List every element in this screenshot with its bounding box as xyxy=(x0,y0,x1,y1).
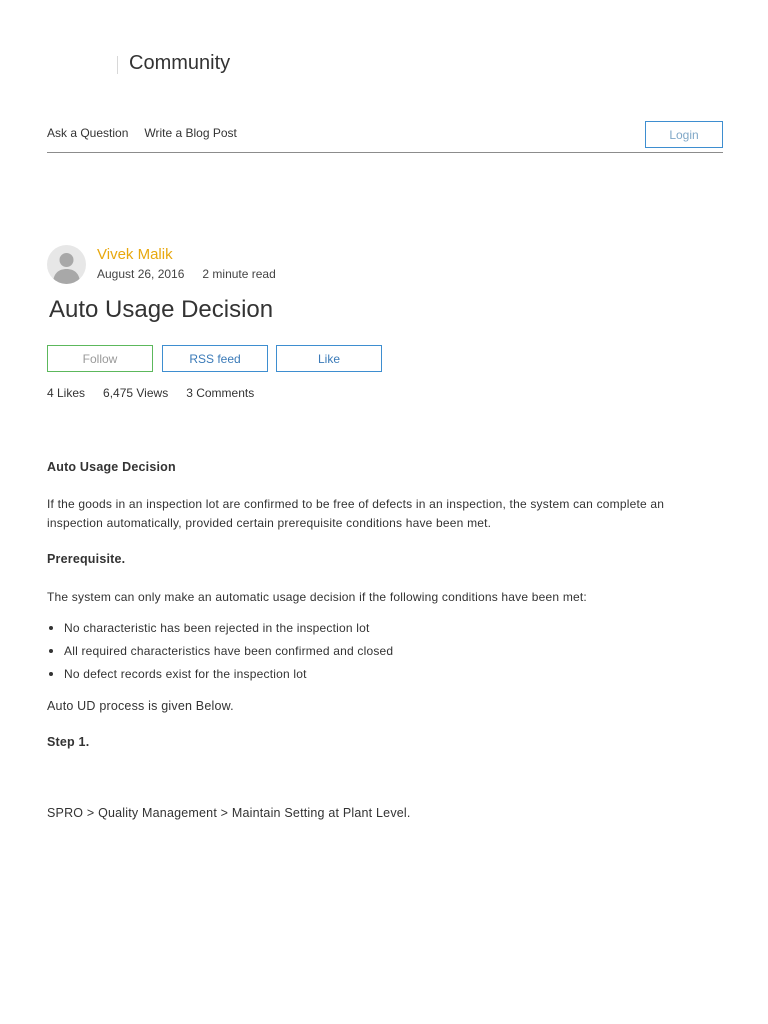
conditions-list xyxy=(47,620,393,689)
user-icon xyxy=(47,245,86,284)
list-item: No characteristic has been rejected in the inspection lot xyxy=(47,620,393,643)
rss-feed-button[interactable]: RSS feed xyxy=(162,345,268,372)
prerequisite-text: The system can only make an automatic usage decision if the following conditions have been met: xyxy=(47,590,587,604)
list-item: All required characteristics have been confirmed and closed xyxy=(47,643,393,666)
prerequisite-heading: Prerequisite. xyxy=(47,552,126,566)
post-date: August 26, 2016 xyxy=(97,267,185,281)
author-meta xyxy=(97,267,276,281)
avatar[interactable] xyxy=(47,245,86,284)
follow-button[interactable]: Follow xyxy=(47,345,153,372)
author-name[interactable]: Vivek Malik xyxy=(97,246,173,263)
community-title[interactable]: Community xyxy=(129,52,231,74)
header-rule xyxy=(47,152,723,153)
body-heading: Auto Usage Decision xyxy=(47,460,176,474)
spro-path-text: SPRO > Quality Management > Maintain Setting at Plant Level. xyxy=(47,806,411,820)
list-item: No defect records exist for the inspection lot xyxy=(47,666,393,689)
comments-count[interactable]: 3 Comments xyxy=(186,386,255,400)
ask-question-link[interactable]: Ask a Question xyxy=(47,126,129,140)
top-nav xyxy=(47,126,237,140)
login-button[interactable]: Login xyxy=(645,121,723,148)
header-divider xyxy=(117,56,118,74)
likes-count[interactable]: 4 Likes xyxy=(47,386,86,400)
site-header xyxy=(0,0,768,160)
step-heading: Step 1. xyxy=(47,735,90,749)
like-button[interactable]: Like xyxy=(276,345,382,372)
process-text: Auto UD process is given Below. xyxy=(47,699,234,713)
views-count: 6,475 Views xyxy=(103,386,169,400)
post-title: Auto Usage Decision xyxy=(49,296,274,323)
write-blog-post-link[interactable]: Write a Blog Post xyxy=(144,126,237,140)
intro-paragraph: If the goods in an inspection lot are confirmed to be free of defects in an inspection, the system can complete an inspection automatically, provided certain prerequisite conditions have been met. xyxy=(47,497,665,530)
read-time: 2 minute read xyxy=(202,267,276,281)
post-stats xyxy=(47,386,254,400)
